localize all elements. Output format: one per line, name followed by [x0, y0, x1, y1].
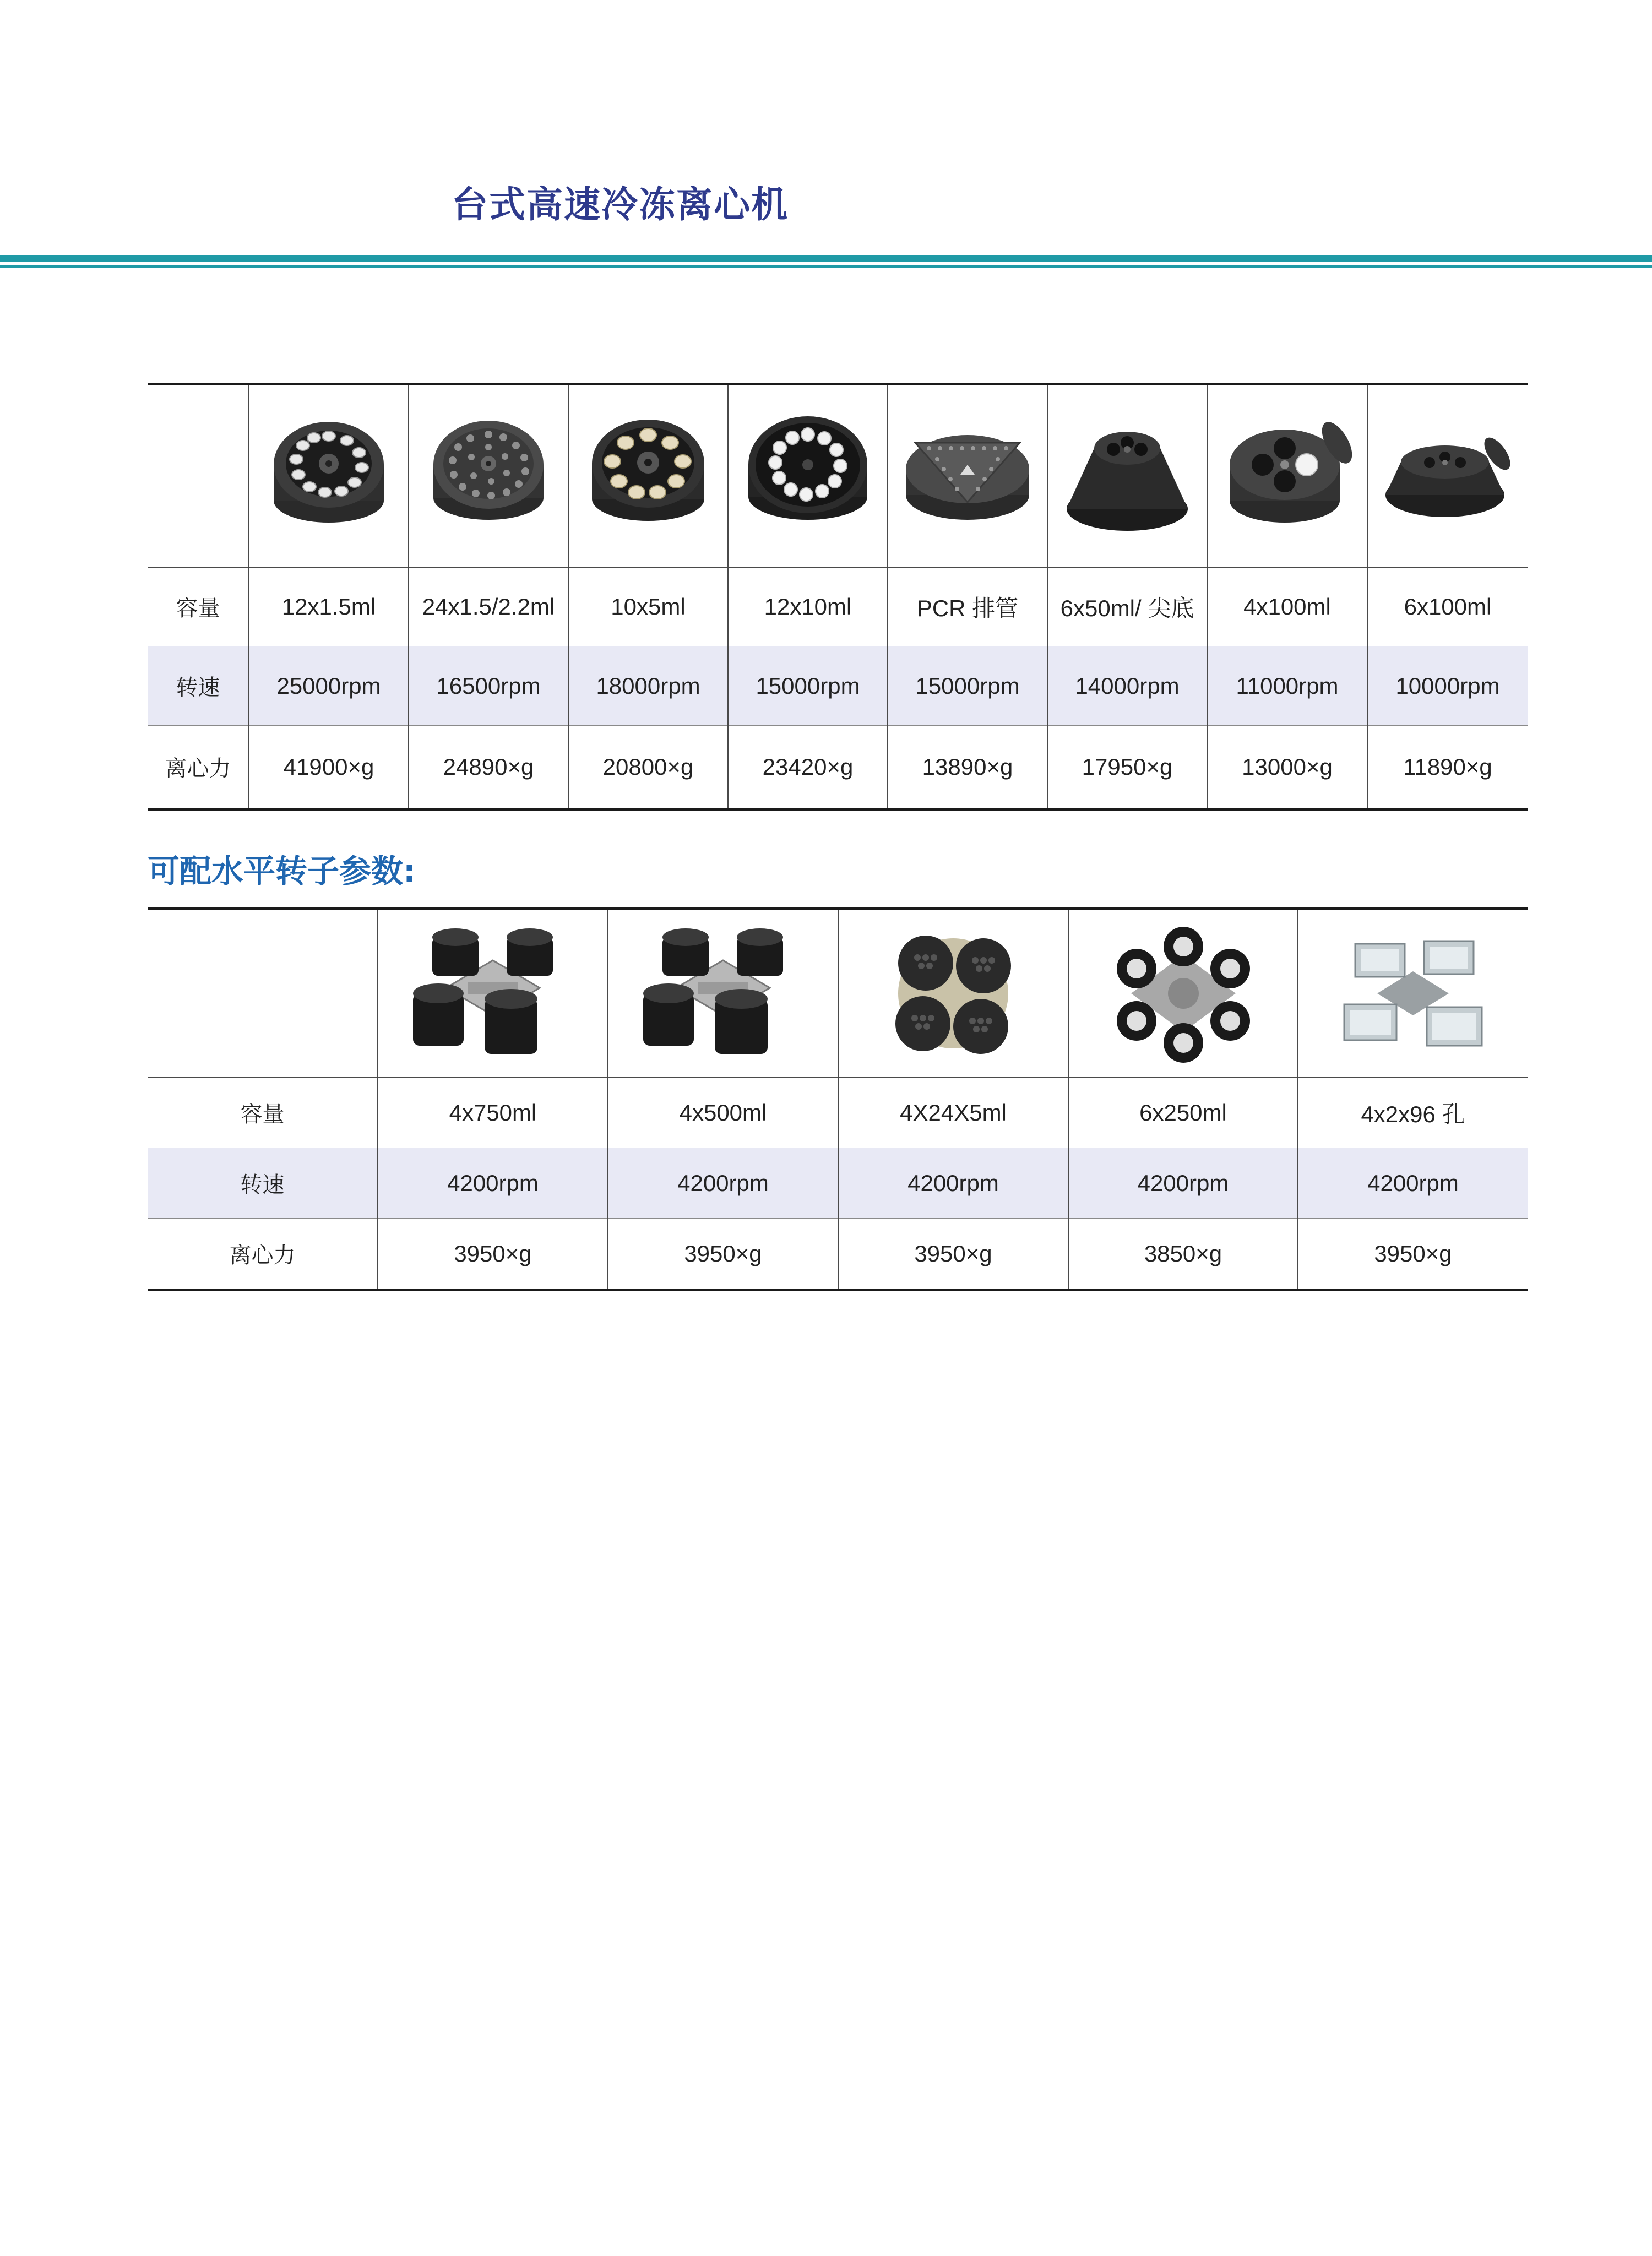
cell: 12x10ml: [728, 567, 888, 646]
rotor-image-cell: [888, 384, 1047, 567]
rotor-24-tube-image: [420, 404, 557, 547]
rotor-image-cell: [568, 384, 728, 567]
cell: 25000rpm: [249, 646, 409, 726]
cell: 16500rpm: [409, 646, 568, 726]
header-stripe: [0, 255, 1652, 262]
cell: 3950×g: [608, 1219, 838, 1290]
corner-cell: [148, 384, 249, 567]
cell: 12x1.5ml: [249, 567, 409, 646]
speed-row: [148, 646, 1528, 726]
cell: 24890×g: [409, 726, 568, 809]
cell: 18000rpm: [568, 646, 728, 726]
rotor-image-cell: [1367, 384, 1528, 567]
cell: 3950×g: [838, 1219, 1068, 1290]
rotor-12x10ml-image: [739, 404, 877, 547]
cell: 15000rpm: [728, 646, 888, 726]
rotor-image-cell: [1207, 384, 1367, 567]
cell: 6x250ml: [1068, 1078, 1298, 1148]
cell: 4200rpm: [838, 1148, 1068, 1219]
fixed-rotor-table: [148, 383, 1528, 811]
cell: 23420×g: [728, 726, 888, 809]
rotor-6x50-image: [1058, 404, 1196, 547]
rcf-row: [148, 1219, 1528, 1290]
rotor-image-cell: [838, 909, 1068, 1078]
cell: 3950×g: [1298, 1219, 1528, 1290]
cell: 41900×g: [249, 726, 409, 809]
swing-rotor-4x750-image: [402, 922, 584, 1065]
rcf-row: [148, 726, 1528, 809]
cell: 13890×g: [888, 726, 1047, 809]
cell: 4X24X5ml: [838, 1078, 1068, 1148]
cell: 3850×g: [1068, 1219, 1298, 1290]
rotor-image-cell: [249, 384, 409, 567]
cell: 4x100ml: [1207, 567, 1367, 646]
speed-row: [148, 1148, 1528, 1219]
row-label: 离心力: [165, 756, 231, 781]
row-label: 离心力: [229, 1243, 296, 1268]
cell: 11890×g: [1367, 726, 1528, 809]
row-label: 转速: [148, 1148, 378, 1219]
capacity-row: [148, 567, 1528, 646]
rotor-image-cell: [1298, 909, 1528, 1078]
rotor-image-cell: [378, 909, 608, 1078]
rotor-image-cell: [409, 384, 568, 567]
cell: 20800×g: [568, 726, 728, 809]
swing-rotor-6x250-image: [1093, 922, 1274, 1065]
swing-rotor-4x500-image: [632, 922, 814, 1065]
rotor-image-row: [148, 909, 1528, 1078]
section-title: 可配水平转子参数:: [148, 852, 416, 890]
page-title: 台式高速冷冻离心机: [452, 183, 789, 226]
rotor-image-row: [148, 384, 1528, 567]
rotor-image-cell: [1047, 384, 1207, 567]
row-label: 转速: [148, 646, 249, 726]
row-label: 容量: [148, 567, 249, 646]
cell: 10000rpm: [1367, 646, 1528, 726]
cell: 4200rpm: [378, 1148, 608, 1219]
capacity-row: [148, 1078, 1528, 1148]
rotor-10-tube-image: [579, 404, 717, 547]
rotor-image-cell: [1068, 909, 1298, 1078]
rotor-4x100-image: [1219, 404, 1356, 547]
rotor-image-cell: [728, 384, 888, 567]
cell: 14000rpm: [1047, 646, 1207, 726]
cell: PCR 排管: [888, 567, 1047, 646]
cell: 13000×g: [1207, 726, 1367, 809]
cell: 4x500ml: [608, 1078, 838, 1148]
cell: 10x5ml: [568, 567, 728, 646]
cell: 4200rpm: [608, 1148, 838, 1219]
swing-rotor-table: [148, 907, 1528, 1291]
rotor-6x100-image: [1379, 404, 1517, 547]
cell: 6x50ml/ 尖底: [1047, 567, 1207, 646]
corner-cell: [148, 909, 378, 1078]
cell: 4x2x96 孔: [1298, 1078, 1528, 1148]
cell: 3950×g: [378, 1219, 608, 1290]
cell: 11000rpm: [1207, 646, 1367, 726]
row-label: 容量: [148, 1078, 378, 1148]
swing-rotor-microplate-image: [1322, 922, 1504, 1065]
rotor-image-cell: [608, 909, 838, 1078]
cell: 15000rpm: [888, 646, 1047, 726]
cell: 6x100ml: [1367, 567, 1528, 646]
swing-rotor-plate-image: [862, 922, 1044, 1065]
cell: 4200rpm: [1068, 1148, 1298, 1219]
pcr-strip-rotor-image: [899, 404, 1036, 547]
cell: 17950×g: [1047, 726, 1207, 809]
header-stripe-thin: [0, 265, 1652, 268]
cell: 4200rpm: [1298, 1148, 1528, 1219]
cell: 4x750ml: [378, 1078, 608, 1148]
cell: 24x1.5/2.2ml: [409, 567, 568, 646]
rotor-12-tube-image: [260, 404, 398, 547]
